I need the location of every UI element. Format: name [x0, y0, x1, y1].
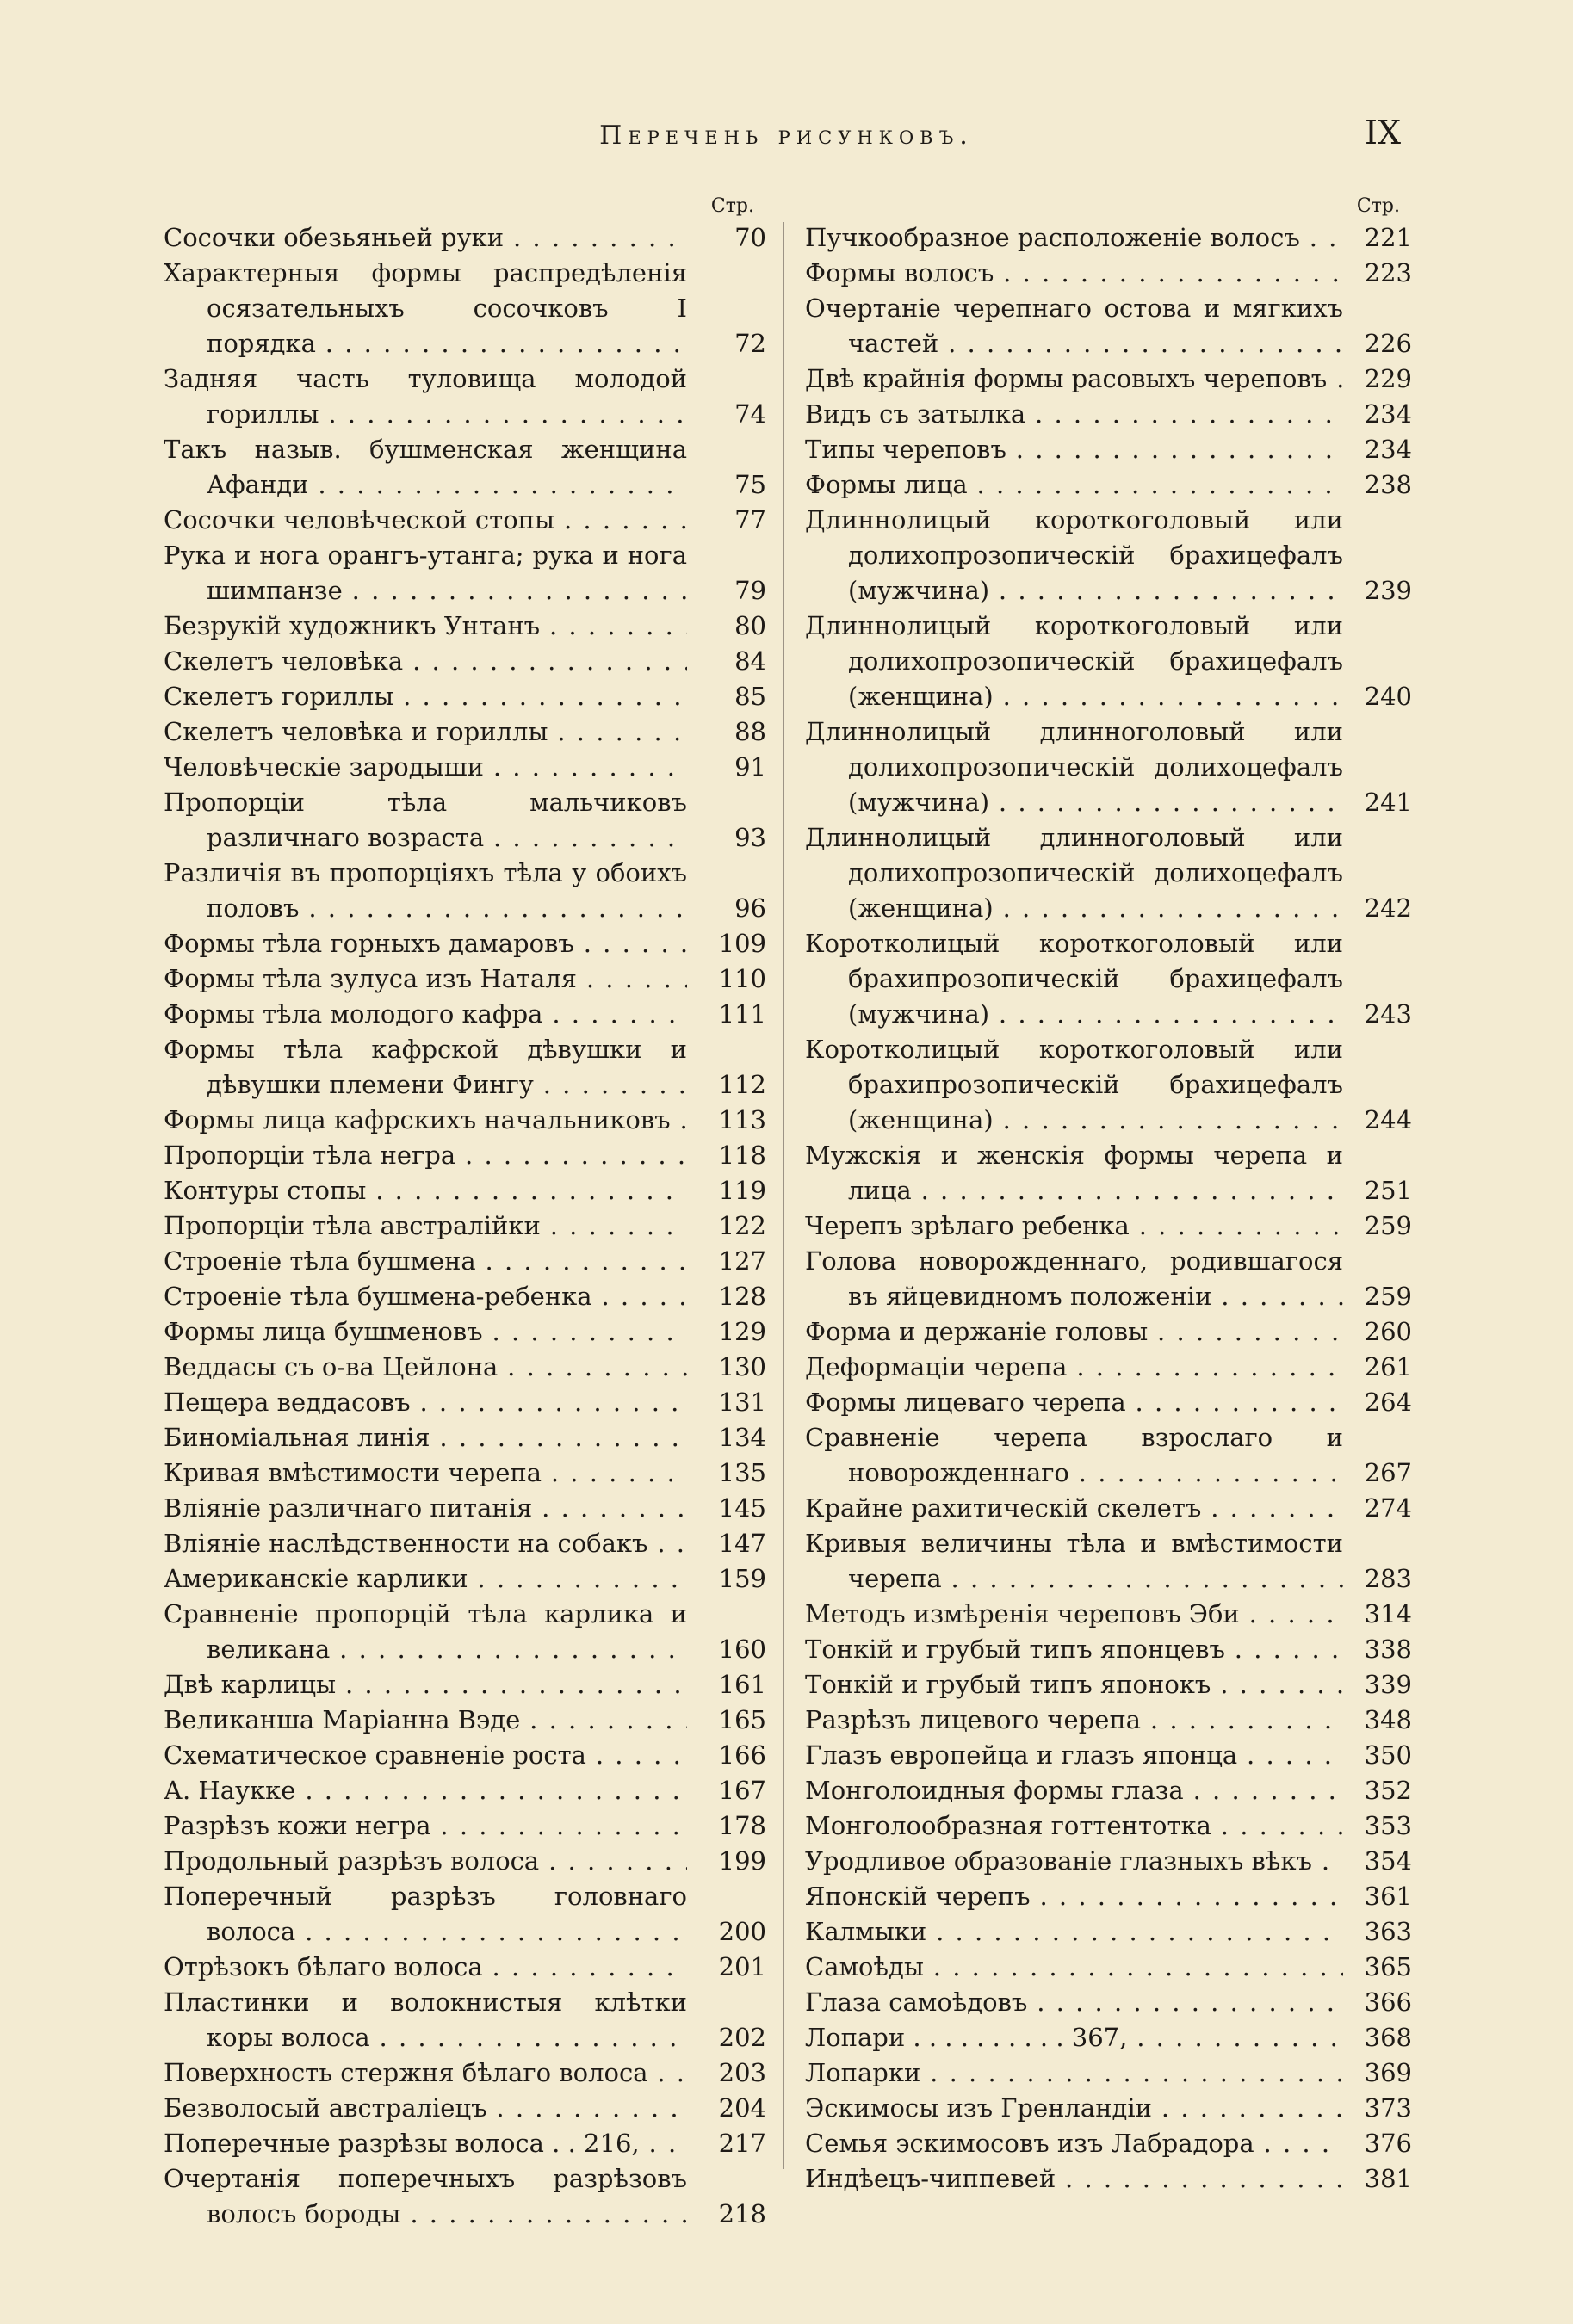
list-item [164, 1808, 766, 1844]
list-item [805, 1985, 1412, 2020]
entry-title: Скелетъ человѣка и гориллы [164, 717, 553, 746]
list-item [164, 1314, 766, 1350]
entry-title: Рука и нога орангъ-утанга; рука и нога шимпанзе [164, 541, 687, 605]
entry-title: Сравненіе пропорцій тѣла карлика и великана [164, 1599, 687, 1664]
entry-page-number: 77 [734, 505, 766, 535]
entry-page-number: 199 [718, 1846, 766, 1876]
entry-title: Длиннолицый короткоголовый или долихопрозопическій брахицефалъ (мужчина) [805, 505, 1343, 605]
entry-page-number: 130 [718, 1352, 766, 1381]
entry-title: Безволосый австраліецъ [164, 2093, 492, 2123]
entry-title: Поперечный разрѣзъ головнаго волоса [164, 1882, 687, 1946]
entry-title: Тонкій и грубый типъ японокъ [805, 1670, 1216, 1699]
entry-page-number: 314 [1364, 1599, 1412, 1629]
entry-title: Семья эскимосовъ изъ Лабрадора [805, 2129, 1260, 2158]
list-item [805, 2091, 1412, 2126]
list-item [805, 1808, 1412, 1844]
right-column [805, 193, 1412, 2197]
entry-title: Разрѣзъ кожи негра [164, 1811, 437, 1840]
list-item [164, 1138, 766, 1173]
entry-page-number: 365 [1364, 1952, 1412, 1981]
entry-page-number: 145 [718, 1493, 766, 1523]
entry-title: Двѣ карлицы [164, 1670, 341, 1699]
entry-page-number: 165 [718, 1705, 766, 1734]
list-item [164, 1103, 766, 1138]
entry-page-number: 79 [734, 576, 766, 605]
entry-page-number: 111 [718, 999, 766, 1029]
entry-page-number: 369 [1364, 2058, 1412, 2087]
list-item [164, 644, 766, 679]
list-item [805, 1032, 1412, 1138]
list-item [805, 1385, 1412, 1420]
list-item [164, 1950, 766, 1985]
entry-page-number: 135 [718, 1458, 766, 1487]
entry-title: Формы тѣла горныхъ дамаровъ [164, 929, 579, 958]
entry-title: Схематическое сравненіе роста [164, 1740, 591, 1770]
list-item [805, 1491, 1412, 1526]
entry-list [164, 220, 766, 2232]
entry-title: Строеніе тѣла бушмена [164, 1246, 481, 1276]
entry-page-number: 88 [734, 717, 766, 746]
entry-page-number: 91 [734, 752, 766, 782]
entry-title: Великанша Маріанна Вэде [164, 1705, 525, 1734]
entry-title: Глазъ европейца и глазъ японца [805, 1740, 1242, 1770]
entry-title: Пучкообразное расположеніе волосъ [805, 223, 1305, 252]
entry-title: Задняя часть туловища молодой гориллы [164, 364, 687, 429]
entry-page-number: 251 [1364, 1176, 1412, 1205]
entry-page-number: 113 [718, 1105, 766, 1134]
entry-title: Коротколицый короткоголовый или брахипрозопическій брахицефалъ (мужчина) [805, 929, 1343, 1029]
list-item [164, 1350, 766, 1385]
list-item [805, 820, 1412, 926]
entry-page-number: 110 [718, 964, 766, 993]
entry-page-number: 122 [718, 1211, 766, 1240]
entry-page-number: 160 [718, 1635, 766, 1664]
entry-title: Методъ измѣренія череповъ Эби [805, 1599, 1245, 1629]
entry-page-number: 352 [1364, 1776, 1412, 1805]
list-item [164, 2126, 766, 2161]
list-item [164, 1420, 766, 1456]
list-item [805, 220, 1412, 256]
entry-title: Пропорціи тѣла мальчиковъ различнаго возраста [164, 788, 687, 852]
list-item [805, 609, 1412, 714]
list-item [164, 1667, 766, 1703]
entry-page-number: 109 [718, 929, 766, 958]
entry-title: Пластинки и волокнистыя клѣтки коры волоса [164, 1987, 687, 2052]
entry-title: Коротколицый короткоголовый или брахипрозопическій брахицефалъ (женщина) [805, 1035, 1343, 1134]
list-item [164, 1279, 766, 1314]
list-item [164, 1526, 766, 1561]
entry-title: Эскимосы изъ Гренландіи [805, 2093, 1157, 2123]
entry-page-number: 200 [718, 1917, 766, 1946]
entry-title: Типы череповъ [805, 435, 1012, 464]
entry-page-number: 259 [1364, 1282, 1412, 1311]
entry-page-number: 259 [1364, 1211, 1412, 1240]
entry-title: Скелетъ человѣка [164, 646, 408, 676]
list-item [805, 2055, 1412, 2091]
entry-page-number: 348 [1364, 1705, 1412, 1734]
entry-page-number: 96 [734, 893, 766, 923]
entry-title: Видъ съ затылка [805, 399, 1031, 429]
list-item [164, 2055, 766, 2091]
entry-page-number: 218 [718, 2199, 766, 2228]
entry-title: Длиннолицый длинноголовый или долихопрозопическій долихоцефалъ (мужчина) [805, 717, 1343, 817]
entry-title: Кривая вмѣстимости черепа [164, 1458, 547, 1487]
list-item [164, 961, 766, 997]
entry-title: Монголоидныя формы глаза [805, 1776, 1189, 1805]
page-number: IX [1365, 114, 1402, 151]
list-item [805, 291, 1412, 362]
list-item [164, 1738, 766, 1773]
entry-page-number: 93 [734, 823, 766, 852]
entry-title: Пещера веддасовъ [164, 1388, 416, 1417]
entry-page-number: 129 [718, 1317, 766, 1346]
entry-title: Разрѣзъ лицевого черепа [805, 1705, 1146, 1734]
entry-page-number: 226 [1364, 329, 1412, 358]
list-item [164, 997, 766, 1032]
list-item [164, 1561, 766, 1597]
entry-title: Лопарки [805, 2058, 926, 2087]
list-item [164, 750, 766, 785]
entry-title: Безрукій художникъ Унтанъ [164, 611, 545, 640]
list-item [805, 1703, 1412, 1738]
entry-title: Формы лица бушменовъ [164, 1317, 488, 1346]
entry-title: Сравненіе черепа взрослаго и новорожденнаго [805, 1423, 1343, 1487]
entry-title: Различія въ пропорціяхъ тѣла у обоихъ половъ [164, 858, 687, 923]
entry-title: Характерныя формы распредѣленія осязательныхъ сосочковъ I порядка [164, 258, 687, 358]
list-item [164, 856, 766, 926]
entry-page-number: 238 [1364, 470, 1412, 499]
entry-title: Вліяніе различнаго питанія [164, 1493, 537, 1523]
list-item [164, 1773, 766, 1808]
entry-title: Калмыки [805, 1917, 932, 1946]
entry-title: Формы тѣла кафрской дѣвушки и дѣвушки племени Фингу [164, 1035, 687, 1099]
list-item [164, 926, 766, 961]
entry-title: Самоѣды [805, 1952, 929, 1981]
list-item [805, 1597, 1412, 1632]
entry-title: Поверхность стержня бѣлаго волоса [164, 2058, 653, 2087]
list-item [164, 1844, 766, 1879]
entry-title: Мужскія и женскія формы черепа и лица [805, 1140, 1343, 1205]
entry-page-number: 274 [1364, 1493, 1412, 1523]
list-item [164, 1385, 766, 1420]
list-item [805, 256, 1412, 291]
entry-page-number: 147 [718, 1529, 766, 1558]
list-item [805, 1350, 1412, 1385]
entry-page-number: 261 [1364, 1352, 1412, 1381]
list-item [164, 1491, 766, 1526]
entry-title: Пропорціи тѣла австралійки [164, 1211, 546, 1240]
list-item [164, 609, 766, 644]
entry-title: Продольный разрѣзъ волоса [164, 1846, 544, 1876]
page-column-label: Стр. [1356, 195, 1400, 217]
entry-title: Биноміальная линія [164, 1423, 436, 1452]
entry-title: Глаза самоѣдовъ [805, 1987, 1032, 2017]
entry-page-number: 72 [734, 329, 766, 358]
entry-title: Вліяніе наслѣдственности на собакъ [164, 1529, 653, 1558]
entry-title: Веддасы съ о-ва Цейлона [164, 1352, 503, 1381]
entry-title: Американскіе карлики [164, 1564, 474, 1593]
entry-title: Кривыя величины тѣла и вмѣстимости черепа [805, 1529, 1343, 1593]
entry-page-number: 161 [718, 1670, 766, 1699]
entry-title: Длиннолицый короткоголовый или долихопрозопическій брахицефалъ (женщина) [805, 611, 1343, 711]
entry-page-number: 131 [718, 1388, 766, 1417]
entry-title: Отрѣзокъ бѣлаго волоса [164, 1952, 488, 1981]
left-column [164, 193, 766, 2232]
entry-title: Формы волосъ [805, 258, 999, 287]
entry-page-number: 229 [1364, 364, 1412, 393]
entry-title: Формы тѣла зулуса изъ Наталя [164, 964, 582, 993]
list-item [164, 1879, 766, 1950]
list-item [164, 538, 766, 609]
entry-page-number: 127 [718, 1246, 766, 1276]
page-title: Перечень рисунковъ. [599, 121, 974, 151]
entry-page-number: 353 [1364, 1811, 1412, 1840]
entry-page-number: 223 [1364, 258, 1412, 287]
list-item [805, 1738, 1412, 1773]
entry-page-number: 74 [734, 399, 766, 429]
entry-page-number: 243 [1364, 999, 1412, 1029]
entry-title: Индѣецъ-чиппевей [805, 2164, 1061, 2193]
entry-page-number: 167 [718, 1776, 766, 1805]
entry-page-number: 338 [1364, 1635, 1412, 1664]
list-item [164, 1173, 766, 1208]
entry-page-number: 119 [718, 1176, 766, 1205]
entry-page-number: 366 [1364, 1987, 1412, 2017]
list-item [805, 714, 1412, 820]
list-item [805, 503, 1412, 609]
entry-title: Человѣческіе зародыши [164, 752, 489, 782]
entry-title: Тонкій и грубый типъ японцевъ [805, 1635, 1230, 1664]
entry-page-number: 239 [1364, 576, 1412, 605]
list-item [805, 1773, 1412, 1808]
entry-page-number: 339 [1364, 1670, 1412, 1699]
entry-page-number: 203 [718, 2058, 766, 2087]
list-item [164, 1703, 766, 1738]
entry-title: Длиннолицый длинноголовый или долихопрозопическій долихоцефалъ (женщина) [805, 823, 1343, 923]
list-item [805, 1138, 1412, 1208]
entry-page-number: 118 [718, 1140, 766, 1170]
list-item [164, 785, 766, 856]
list-item [164, 2161, 766, 2232]
list-item [164, 1208, 766, 1244]
list-item [805, 1208, 1412, 1244]
entry-page-number: 267 [1364, 1458, 1412, 1487]
entry-title: Такъ назыв. бушменская женщина Афанди [164, 435, 687, 499]
list-item [805, 432, 1412, 467]
list-item [805, 1244, 1412, 1314]
list-item [164, 1032, 766, 1103]
column-divider [783, 222, 784, 2169]
entry-page-number: 84 [734, 646, 766, 676]
list-item [805, 1950, 1412, 1985]
entry-page-number: 85 [734, 682, 766, 711]
list-item [805, 1914, 1412, 1950]
entry-title: Очертанія поперечныхъ разрѣзовъ волосъ бороды [164, 2164, 687, 2228]
list-item [805, 2126, 1412, 2161]
list-item [805, 926, 1412, 1032]
entry-page-number: 354 [1364, 1846, 1412, 1876]
entry-page-number: 376 [1364, 2129, 1412, 2158]
list-item [164, 1244, 766, 1279]
entry-page-number: 159 [718, 1564, 766, 1593]
entry-page-number: 234 [1364, 399, 1412, 429]
list-item [805, 467, 1412, 503]
entry-page-number: 134 [718, 1423, 766, 1452]
list-item [805, 397, 1412, 432]
list-item [164, 714, 766, 750]
entry-page-number: 70 [734, 223, 766, 252]
entry-page-number: 368 [1364, 2023, 1412, 2052]
entry-page-number: 112 [718, 1070, 766, 1099]
entry-page-number: 80 [734, 611, 766, 640]
entry-title: Контуры стопы [164, 1176, 371, 1205]
list-item [164, 2091, 766, 2126]
page-column-label: Стр. [710, 195, 754, 217]
entry-title: Формы лицеваго черепа [805, 1388, 1131, 1417]
entry-page-number: 204 [718, 2093, 766, 2123]
entry-title: Скелетъ гориллы [164, 682, 399, 711]
list-item [164, 1597, 766, 1667]
entry-page-number: 242 [1364, 893, 1412, 923]
entry-title: Формы тѣла молодого кафра [164, 999, 548, 1029]
entry-title: А. Наукке [164, 1776, 300, 1805]
entry-title: Японскій черепъ [805, 1882, 1036, 1911]
entry-title: Деформаціи черепа [805, 1352, 1072, 1381]
list-item [164, 432, 766, 503]
entry-page-number: 361 [1364, 1882, 1412, 1911]
list-item [805, 1667, 1412, 1703]
entry-title: Черепъ зрѣлаго ребенка [805, 1211, 1135, 1240]
list-item [164, 362, 766, 432]
entry-page-number: 201 [718, 1952, 766, 1981]
list-item [805, 2020, 1412, 2055]
list-item [805, 362, 1412, 397]
entry-page-number: 75 [734, 470, 766, 499]
list-item [164, 503, 766, 538]
list-item [164, 1985, 766, 2055]
entry-page-number: 221 [1364, 223, 1412, 252]
entry-page-number: 128 [718, 1282, 766, 1311]
entry-title: Форма и держаніе головы [805, 1317, 1153, 1346]
entry-title: Пропорціи тѣла негра [164, 1140, 461, 1170]
list-item [164, 256, 766, 362]
list-item [805, 1632, 1412, 1667]
entry-title: Формы лица кафрскихъ начальниковъ [164, 1105, 676, 1134]
entry-title: Формы лица [805, 470, 973, 499]
list-item [164, 679, 766, 714]
entry-page-number: 234 [1364, 435, 1412, 464]
entry-title: Сосочки обезьяньей руки [164, 223, 509, 252]
entry-page-number: 202 [718, 2023, 766, 2052]
entry-title: Крайне рахитическій скелетъ [805, 1493, 1206, 1523]
entry-title: Очертаніе черепнаго остова и мягкихъ частей [805, 294, 1343, 358]
list-item [805, 1879, 1412, 1914]
entry-page-number: 381 [1364, 2164, 1412, 2193]
entry-page-number: 244 [1364, 1105, 1412, 1134]
entry-list [805, 220, 1412, 2197]
list-item [805, 2161, 1412, 2197]
entry-page-number: 217 [718, 2129, 766, 2158]
entry-title: Строеніе тѣла бушмена-ребенка [164, 1282, 598, 1311]
entry-title: Двѣ крайнія формы расовыхъ череповъ [805, 364, 1332, 393]
list-item [164, 1456, 766, 1491]
entry-page-number: 240 [1364, 682, 1412, 711]
entry-page-number: 264 [1364, 1388, 1412, 1417]
list-item [805, 1844, 1412, 1879]
entry-page-number: 283 [1364, 1564, 1412, 1593]
entry-page-number: 166 [718, 1740, 766, 1770]
entry-page-number: 241 [1364, 788, 1412, 817]
entry-page-number: 373 [1364, 2093, 1412, 2123]
entry-title: Поперечные разрѣзы волоса . . 216, [164, 2129, 645, 2158]
entry-title: Голова новорожденнаго, родившагося въ яйцевидномъ положеніи [805, 1246, 1343, 1311]
list-item [805, 1420, 1412, 1491]
entry-title: Монголообразная готтентотка [805, 1811, 1217, 1840]
entry-page-number: 350 [1364, 1740, 1412, 1770]
entry-page-number: 178 [718, 1811, 766, 1840]
list-item [805, 1314, 1412, 1350]
list-item [805, 1526, 1412, 1597]
entry-title: Сосочки человѣческой стопы [164, 505, 560, 535]
list-item [164, 220, 766, 256]
entry-page-number: 260 [1364, 1317, 1412, 1346]
entry-page-number: 363 [1364, 1917, 1412, 1946]
entry-title: Лопари . . . . . . . . . . 367, [805, 2023, 1132, 2052]
entry-title: Уродливое образованіе глазныхъ вѣкъ [805, 1846, 1317, 1876]
